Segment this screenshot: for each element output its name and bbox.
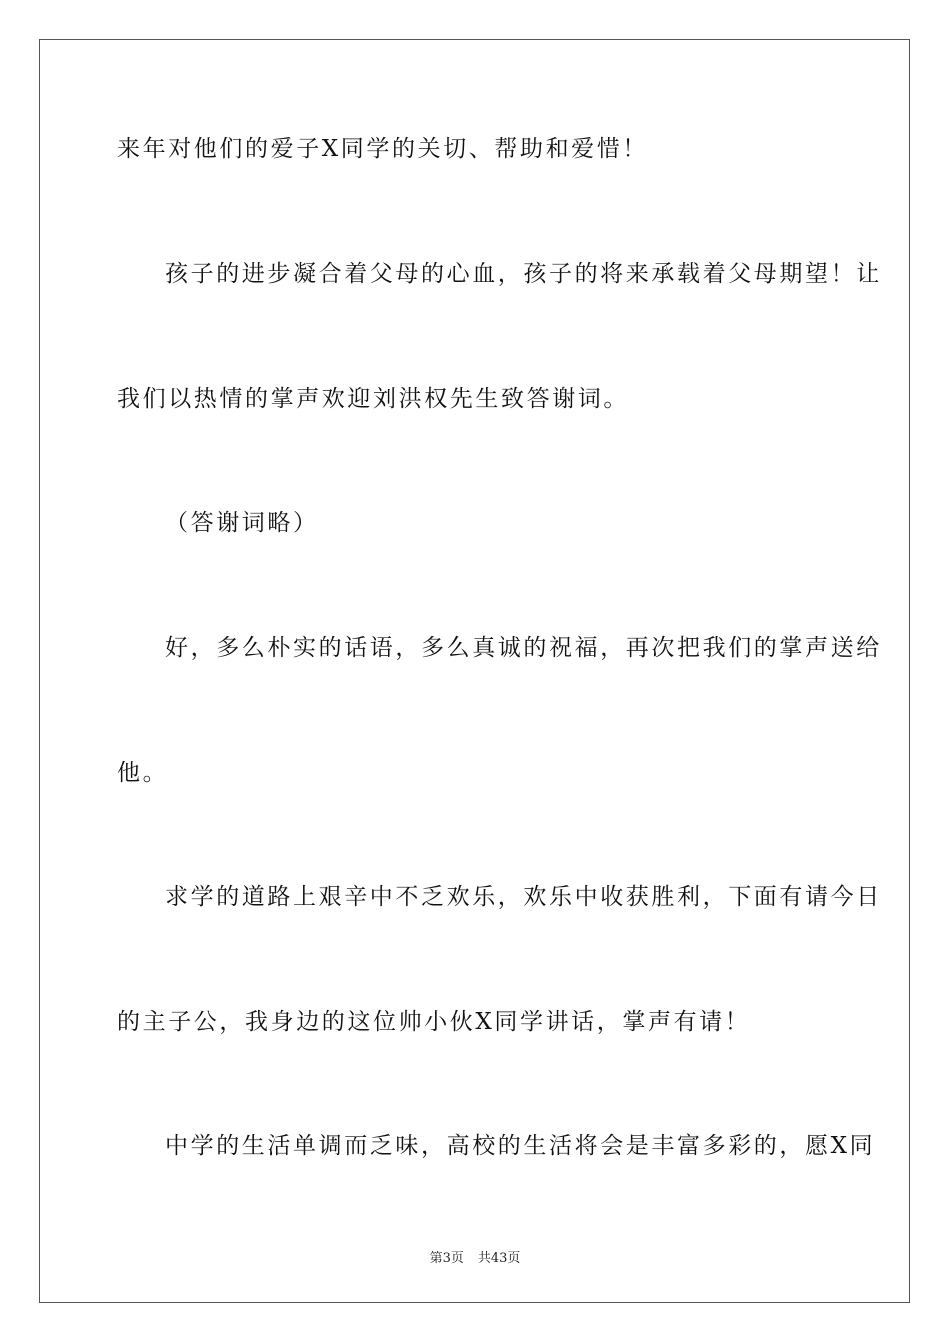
text-line-8: 的主子公，我身边的这位帅小伙X同学讲话，掌声有请！ — [117, 1009, 751, 1035]
page-border — [39, 39, 910, 1303]
page-total: 共43页 — [477, 1251, 521, 1266]
text-line-4: （答谢词略） — [165, 510, 319, 536]
text-line-2: 孩子的进步凝合着父母的心血，孩子的将来承载着父母期望！让 — [165, 261, 882, 287]
text-line-5: 好，多么朴实的话语，多么真诚的祝福，再次把我们的掌声送给 — [165, 635, 882, 661]
text-line-7: 求学的道路上艰辛中不乏欢乐，欢乐中收获胜利，下面有请今日 — [165, 884, 882, 910]
text-line-9: 中学的生活单调而乏味，高校的生活将会是丰富多彩的，愿X同 — [165, 1133, 876, 1159]
text-line-1: 来年对他们的爱子X同学的关切、帮助和爱惜！ — [117, 136, 648, 162]
text-line-6: 他。 — [117, 760, 169, 786]
page-number: 第3页 — [429, 1251, 464, 1266]
text-line-3: 我们以热情的掌声欢迎刘洪权先生致答谢词。 — [117, 386, 629, 412]
page-footer — [0, 1247, 950, 1266]
